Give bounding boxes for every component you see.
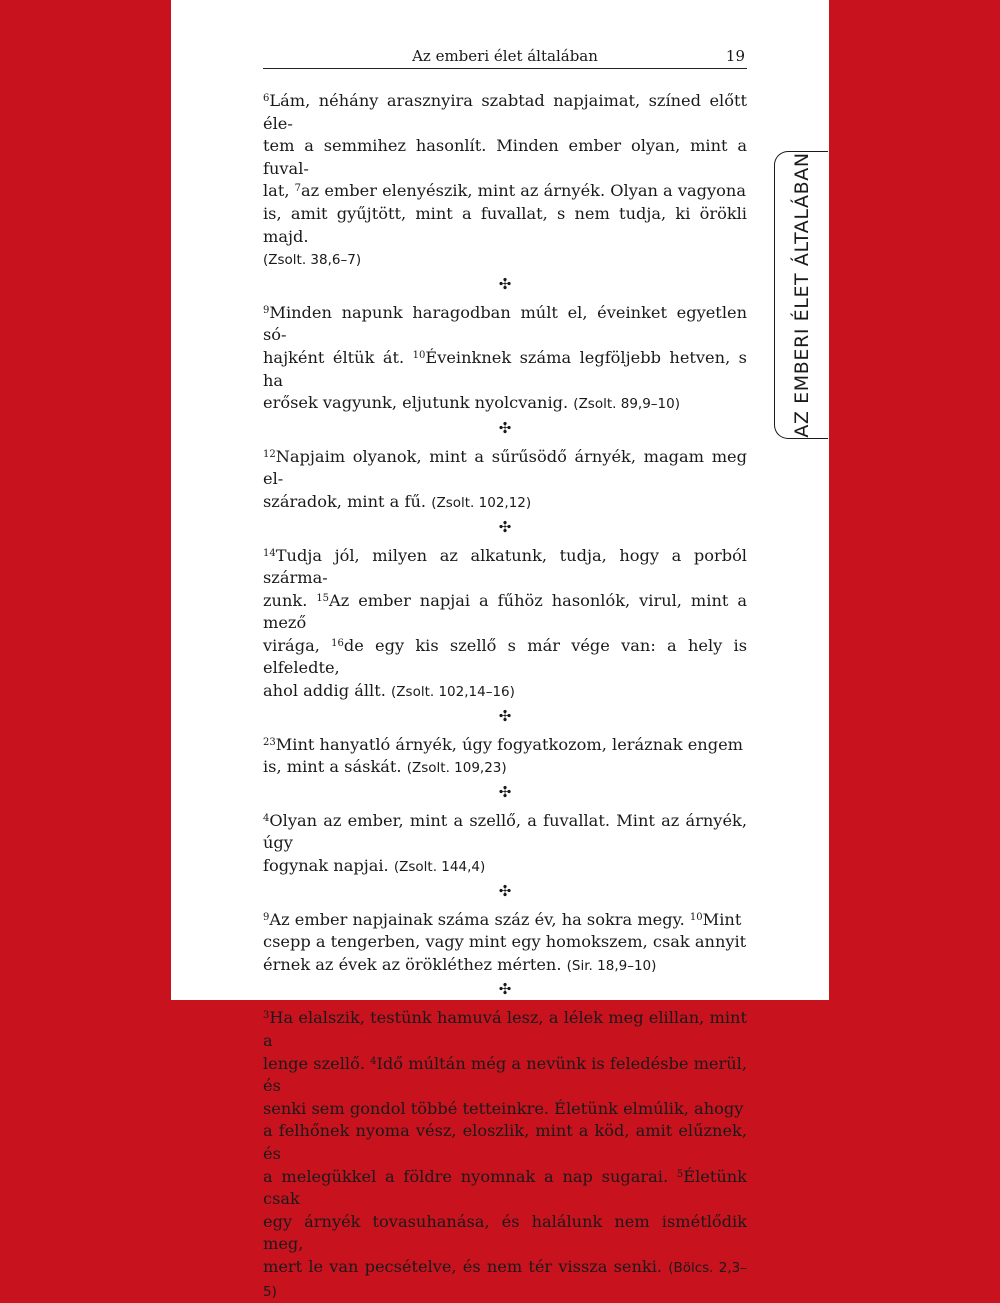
running-title: Az emberi élet általában [412, 47, 598, 65]
passage-text: az ember elenyészik, mint az árnyék. Olyan a vagyona [301, 181, 746, 201]
passage-text: Életünk csak [263, 1166, 747, 1209]
scripture-passage [263, 446, 747, 515]
passage-text: Az ember napjainak száma száz év, ha sokra megy. [269, 909, 690, 929]
passage-text: Éveinknek száma legföljebb hetven, s ha [263, 347, 747, 390]
verse-number: 14 [263, 547, 276, 559]
verse-number: 15 [316, 592, 330, 604]
passage-text: is, mint a sáskát. [263, 757, 402, 777]
passage-text: Ha elalszik, testünk hamuvá lesz, a lélek meg elillan, mint a [263, 1008, 747, 1050]
scripture-passage [263, 90, 747, 272]
verse-number: 9 [263, 911, 270, 923]
passage-text: de egy kis szellő s már vége van: a hely is elfeledte, [263, 635, 747, 678]
verse-number: 4 [263, 812, 270, 824]
verse-number: 12 [263, 448, 276, 460]
passage-text: egy árnyék tovasuhanása, és halálunk nem ismétlődik meg, [263, 1211, 747, 1254]
verse-number: 3 [263, 1010, 270, 1022]
chapter-thumb-tab [774, 151, 828, 439]
verse-number: 10 [412, 349, 426, 361]
passage-text: erősek vagyunk, eljutunk nyolcvanig. [263, 393, 569, 413]
scripture-reference: (Zsolt. 89,9–10) [573, 396, 680, 413]
page-number: 19 [725, 47, 745, 65]
scripture-reference: (Zsolt. 38,6–7) [263, 252, 362, 269]
passage-text: Napjaim olyanok, mint a sűrűsödő árnyék, magam meg el- [263, 446, 747, 489]
passage-text: Mint [702, 909, 742, 929]
scripture-reference: (Zsolt. 102,12) [431, 494, 532, 511]
separator-ornament: ✣ [498, 418, 512, 437]
separator-ornament: ✣ [498, 274, 512, 293]
verse-number: 16 [331, 637, 344, 649]
scripture-passage [263, 734, 747, 780]
verse-number: 6 [263, 93, 270, 104]
scripture-reference: (Zsolt. 102,14–16) [391, 684, 515, 701]
separator-ornament: ✣ [498, 706, 512, 725]
verse-number: 4 [370, 1055, 377, 1067]
passage-text: zunk. [263, 590, 317, 610]
passage-text: a melegükkel a földre nyomnak a nap sugarai. [263, 1166, 677, 1186]
passage-text: száradok, mint a fű. [263, 491, 427, 511]
passage-text: lenge szellő. [263, 1053, 371, 1073]
passage-text: is, amit gyűjtött, mint a fuvallat, s nem tudja, ki örökli majd. [263, 203, 747, 246]
passage-text: fogynak napjai. [263, 856, 389, 876]
passage-text: Tudja jól, milyen az alkatunk, tudja, hogy a porból szárma- [263, 545, 747, 588]
scripture-reference: (Zsolt. 144,4) [393, 859, 486, 876]
passage-text: csepp a tengerben, vagy mint egy homokszem, csak annyit [263, 932, 747, 952]
separator-ornament: ✣ [498, 980, 512, 999]
passage-text: virága, [263, 635, 332, 655]
passage-text: Mint hanyatló árnyék, úgy fogyatkozom, leráznak engem [275, 734, 744, 754]
scripture-passage [263, 909, 747, 978]
scripture-passage [263, 302, 747, 416]
chapter-thumb-label: AZ EMBERI ÉLET ÁLTALÁBAN [790, 152, 813, 438]
passage-text: ahol addig állt. [263, 681, 386, 701]
scripture-reference: (Sir. 18,9–10) [566, 957, 657, 974]
verse-number: 23 [263, 736, 276, 748]
passage-text: lat, [263, 181, 295, 201]
page-body [263, 90, 747, 1303]
passage-text: senki sem gondol többé tetteinkre. Életünk elmúlik, ahogy [263, 1098, 744, 1118]
separator-ornament: ✣ [498, 517, 512, 536]
separator-ornament: ✣ [498, 782, 512, 801]
verse-number: 10 [689, 911, 703, 923]
passage-text: Lám, néhány arasznyira szabtad napjaimat, színed előtt éle- [263, 91, 747, 133]
scripture-passage [263, 810, 747, 879]
passage-text: érnek az évek az örökléthez mérten. [263, 954, 562, 974]
scripture-passage [263, 545, 747, 704]
passage-text: Idő múltán még a nevünk is feledésbe merül, és [263, 1053, 748, 1096]
passage-text: mert le van pecsételve, és nem tér vissza senki. [263, 1256, 663, 1276]
verse-number: 5 [676, 1168, 684, 1180]
passage-text: Minden napunk haragodban múlt el, éveinket egyetlen só- [263, 302, 747, 345]
running-header [263, 46, 747, 69]
passage-text: Olyan az ember, mint a szellő, a fuvallat. Mint az árnyék, úgy [263, 810, 747, 853]
scripture-reference: (Bölcs. 2,3–5) [263, 1259, 747, 1300]
scripture-passage [263, 1007, 747, 1303]
passage-text: a felhőnek nyoma vész, eloszlik, mint a köd, amit elűznek, és [263, 1121, 747, 1163]
passage-text: tem a semmihez hasonlít. Minden ember olyan, mint a fuval- [263, 136, 747, 178]
verse-number: 7 [294, 183, 301, 195]
scripture-reference: (Zsolt. 109,23) [406, 760, 507, 777]
passage-text: Az ember napjai a fűhöz hasonlók, virul, mint a mező [263, 590, 747, 633]
separator-ornament: ✣ [498, 881, 512, 900]
verse-number: 9 [263, 304, 270, 316]
passage-text: hajként éltük át. [263, 347, 413, 367]
